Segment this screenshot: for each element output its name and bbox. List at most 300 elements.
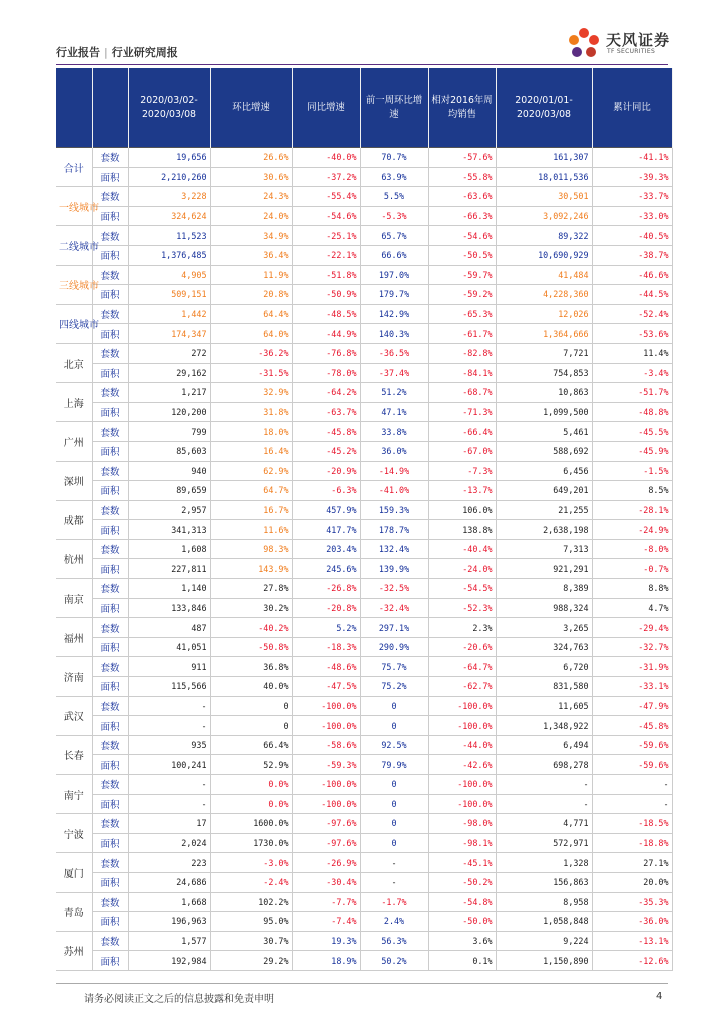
value-cell: -50.2% bbox=[428, 872, 496, 892]
value-cell: 1,577 bbox=[128, 931, 210, 951]
value-cell: 417.7% bbox=[292, 520, 360, 540]
logo-name-en: TF SECURITIES bbox=[607, 48, 656, 55]
value-cell: -64.2% bbox=[292, 383, 360, 403]
value-cell: -41.0% bbox=[360, 481, 428, 501]
value-cell: 65.7% bbox=[360, 226, 428, 246]
value-cell: 27.8% bbox=[210, 579, 292, 599]
value-cell: 7,721 bbox=[496, 343, 592, 363]
value-cell: 4,771 bbox=[496, 814, 592, 834]
value-cell: 139.9% bbox=[360, 559, 428, 579]
logo-name-cn: 天风证券 bbox=[606, 31, 671, 49]
table-row bbox=[56, 539, 672, 559]
value-cell: -13.7% bbox=[428, 481, 496, 501]
region-name: 厦门 bbox=[56, 853, 92, 892]
value-cell: -25.1% bbox=[292, 226, 360, 246]
value-cell: 16.4% bbox=[210, 441, 292, 461]
value-cell: -100.0% bbox=[428, 716, 496, 736]
value-cell: -54.8% bbox=[428, 892, 496, 912]
value-cell: 30,501 bbox=[496, 187, 592, 207]
value-cell: 142.9% bbox=[360, 304, 428, 324]
value-cell: 10,863 bbox=[496, 383, 592, 403]
value-cell: -26.8% bbox=[292, 579, 360, 599]
metric-label: 面积 bbox=[92, 912, 128, 932]
value-cell: -40.5% bbox=[592, 226, 672, 246]
region-name: 南宁 bbox=[56, 775, 92, 814]
value-cell: 5,461 bbox=[496, 422, 592, 442]
metric-label: 面积 bbox=[92, 441, 128, 461]
table-row bbox=[56, 500, 672, 520]
table-row bbox=[56, 892, 672, 912]
doc-type: 行业报告 bbox=[56, 46, 100, 59]
value-cell: 21,255 bbox=[496, 500, 592, 520]
table-row bbox=[56, 637, 672, 657]
value-cell: -14.9% bbox=[360, 461, 428, 481]
value-cell: 0.1% bbox=[428, 951, 496, 971]
value-cell: 89,322 bbox=[496, 226, 592, 246]
table-row bbox=[56, 304, 672, 324]
value-cell: 102.2% bbox=[210, 892, 292, 912]
value-cell: 3,092,246 bbox=[496, 206, 592, 226]
value-cell: -97.6% bbox=[292, 833, 360, 853]
value-cell: -76.8% bbox=[292, 343, 360, 363]
value-cell: -59.3% bbox=[292, 755, 360, 775]
value-cell: 89,659 bbox=[128, 481, 210, 501]
value-cell: -46.6% bbox=[592, 265, 672, 285]
value-cell: 51.2% bbox=[360, 383, 428, 403]
value-cell: 192,984 bbox=[128, 951, 210, 971]
table-row bbox=[56, 951, 672, 971]
value-cell: -45.9% bbox=[592, 441, 672, 461]
metric-label: 面积 bbox=[92, 794, 128, 814]
value-cell: 1,364,666 bbox=[496, 324, 592, 344]
table-row bbox=[56, 481, 672, 501]
value-cell: 66.4% bbox=[210, 735, 292, 755]
value-cell: -42.6% bbox=[428, 755, 496, 775]
value-cell: -40.4% bbox=[428, 539, 496, 559]
value-cell: -66.4% bbox=[428, 422, 496, 442]
value-cell: 6,720 bbox=[496, 657, 592, 677]
value-cell: -29.4% bbox=[592, 618, 672, 638]
value-cell: -28.1% bbox=[592, 500, 672, 520]
value-cell: 159.3% bbox=[360, 500, 428, 520]
value-cell: 324,624 bbox=[128, 206, 210, 226]
value-cell: 588,692 bbox=[496, 441, 592, 461]
value-cell: -97.6% bbox=[292, 814, 360, 834]
metric-label: 面积 bbox=[92, 520, 128, 540]
value-cell: -61.7% bbox=[428, 324, 496, 344]
value-cell: -100.0% bbox=[428, 794, 496, 814]
value-cell: 2,024 bbox=[128, 833, 210, 853]
value-cell: -44.0% bbox=[428, 735, 496, 755]
value-cell: -51.8% bbox=[292, 265, 360, 285]
metric-label: 面积 bbox=[92, 598, 128, 618]
value-cell: 297.1% bbox=[360, 618, 428, 638]
value-cell: 0 bbox=[360, 833, 428, 853]
value-cell: 132.4% bbox=[360, 539, 428, 559]
value-cell: - bbox=[496, 775, 592, 795]
value-cell: -50.8% bbox=[210, 637, 292, 657]
value-cell: 18.0% bbox=[210, 422, 292, 442]
table-row bbox=[56, 579, 672, 599]
value-cell: - bbox=[496, 794, 592, 814]
value-cell: -44.9% bbox=[292, 324, 360, 344]
value-cell: 5.5% bbox=[360, 187, 428, 207]
value-cell: 33.8% bbox=[360, 422, 428, 442]
value-cell: 0.0% bbox=[210, 794, 292, 814]
value-cell: 341,313 bbox=[128, 520, 210, 540]
report-type bbox=[56, 44, 178, 60]
value-cell: 19.3% bbox=[292, 931, 360, 951]
value-cell: -84.1% bbox=[428, 363, 496, 383]
column-header bbox=[92, 68, 128, 148]
table-body bbox=[56, 148, 672, 971]
value-cell: 95.0% bbox=[210, 912, 292, 932]
value-cell: -24.0% bbox=[428, 559, 496, 579]
value-cell: -12.6% bbox=[592, 951, 672, 971]
value-cell: 3,265 bbox=[496, 618, 592, 638]
value-cell: 1,348,922 bbox=[496, 716, 592, 736]
value-cell: 0 bbox=[360, 794, 428, 814]
value-cell: -78.0% bbox=[292, 363, 360, 383]
header-divider bbox=[56, 64, 668, 65]
value-cell: 754,853 bbox=[496, 363, 592, 383]
region-name: 济南 bbox=[56, 657, 92, 696]
value-cell: -3.4% bbox=[592, 363, 672, 383]
value-cell: -7.7% bbox=[292, 892, 360, 912]
value-cell: -50.0% bbox=[428, 912, 496, 932]
table-row bbox=[56, 833, 672, 853]
value-cell: -32.4% bbox=[360, 598, 428, 618]
value-cell: 133,846 bbox=[128, 598, 210, 618]
value-cell: -100.0% bbox=[428, 696, 496, 716]
region-name: 北京 bbox=[56, 343, 92, 382]
value-cell: -18.5% bbox=[592, 814, 672, 834]
value-cell: -54.6% bbox=[292, 206, 360, 226]
value-cell: 6,456 bbox=[496, 461, 592, 481]
value-cell: -0.7% bbox=[592, 559, 672, 579]
metric-label: 套数 bbox=[92, 383, 128, 403]
metric-label: 套数 bbox=[92, 539, 128, 559]
metric-label: 套数 bbox=[92, 187, 128, 207]
value-cell: 56.3% bbox=[360, 931, 428, 951]
metric-label: 套数 bbox=[92, 422, 128, 442]
region-name: 一线城市 bbox=[56, 187, 92, 226]
metric-label: 套数 bbox=[92, 343, 128, 363]
metric-label: 套数 bbox=[92, 265, 128, 285]
value-cell: 0 bbox=[210, 716, 292, 736]
logo-flower-icon bbox=[566, 26, 602, 60]
table-row bbox=[56, 598, 672, 618]
value-cell: -5.3% bbox=[360, 206, 428, 226]
value-cell: 143.9% bbox=[210, 559, 292, 579]
region-name: 青岛 bbox=[56, 892, 92, 931]
value-cell: 2,957 bbox=[128, 500, 210, 520]
value-cell: -18.3% bbox=[292, 637, 360, 657]
value-cell: 64.0% bbox=[210, 324, 292, 344]
value-cell: -37.4% bbox=[360, 363, 428, 383]
value-cell: 1,217 bbox=[128, 383, 210, 403]
metric-label: 套数 bbox=[92, 579, 128, 599]
value-cell: -59.6% bbox=[592, 755, 672, 775]
table-row bbox=[56, 206, 672, 226]
disclaimer: 请务必阅读正文之后的信息披露和免责申明 bbox=[84, 994, 274, 1005]
value-cell: 8,389 bbox=[496, 579, 592, 599]
metric-label: 面积 bbox=[92, 637, 128, 657]
table-row bbox=[56, 461, 672, 481]
column-header: 同比增速 bbox=[292, 68, 360, 148]
metric-label: 面积 bbox=[92, 363, 128, 383]
value-cell: 18.9% bbox=[292, 951, 360, 971]
value-cell: - bbox=[128, 775, 210, 795]
value-cell: -32.7% bbox=[592, 637, 672, 657]
value-cell: -55.8% bbox=[428, 167, 496, 187]
value-cell: 8.5% bbox=[592, 481, 672, 501]
table-row bbox=[56, 618, 672, 638]
value-cell: -7.4% bbox=[292, 912, 360, 932]
value-cell: 75.2% bbox=[360, 677, 428, 697]
value-cell: -59.2% bbox=[428, 285, 496, 305]
value-cell: 30.6% bbox=[210, 167, 292, 187]
header-separator: | bbox=[104, 46, 108, 59]
value-cell: 10,690,929 bbox=[496, 245, 592, 265]
column-header bbox=[56, 68, 92, 148]
table-row bbox=[56, 245, 672, 265]
value-cell: - bbox=[592, 794, 672, 814]
metric-label: 面积 bbox=[92, 833, 128, 853]
value-cell: 156,863 bbox=[496, 872, 592, 892]
table-row bbox=[56, 383, 672, 403]
value-cell: -100.0% bbox=[428, 775, 496, 795]
value-cell: -67.0% bbox=[428, 441, 496, 461]
value-cell: -48.8% bbox=[592, 402, 672, 422]
value-cell: 0 bbox=[360, 696, 428, 716]
value-cell: 5.2% bbox=[292, 618, 360, 638]
table-row bbox=[56, 343, 672, 363]
table-row bbox=[56, 931, 672, 951]
value-cell: 9,224 bbox=[496, 931, 592, 951]
value-cell: -33.7% bbox=[592, 187, 672, 207]
value-cell: -100.0% bbox=[292, 775, 360, 795]
value-cell: 19,656 bbox=[128, 148, 210, 168]
value-cell: -44.5% bbox=[592, 285, 672, 305]
table-row bbox=[56, 265, 672, 285]
value-cell: - bbox=[128, 716, 210, 736]
sales-table bbox=[56, 68, 673, 971]
value-cell: 16.7% bbox=[210, 500, 292, 520]
value-cell: 41,484 bbox=[496, 265, 592, 285]
metric-label: 面积 bbox=[92, 872, 128, 892]
value-cell: -8.0% bbox=[592, 539, 672, 559]
value-cell: 27.1% bbox=[592, 853, 672, 873]
value-cell: 0 bbox=[360, 775, 428, 795]
value-cell: 0 bbox=[210, 696, 292, 716]
value-cell: 2.4% bbox=[360, 912, 428, 932]
value-cell: 30.2% bbox=[210, 598, 292, 618]
value-cell: 36.0% bbox=[360, 441, 428, 461]
value-cell: 41,051 bbox=[128, 637, 210, 657]
column-header: 环比增速 bbox=[210, 68, 292, 148]
value-cell: -98.0% bbox=[428, 814, 496, 834]
value-cell: 11,605 bbox=[496, 696, 592, 716]
value-cell: 20.0% bbox=[592, 872, 672, 892]
value-cell: 272 bbox=[128, 343, 210, 363]
metric-label: 面积 bbox=[92, 206, 128, 226]
value-cell: -100.0% bbox=[292, 716, 360, 736]
value-cell: 29.2% bbox=[210, 951, 292, 971]
value-cell: 11.9% bbox=[210, 265, 292, 285]
value-cell: -35.3% bbox=[592, 892, 672, 912]
value-cell: 911 bbox=[128, 657, 210, 677]
value-cell: 140.3% bbox=[360, 324, 428, 344]
value-cell: -41.1% bbox=[592, 148, 672, 168]
value-cell: -20.6% bbox=[428, 637, 496, 657]
value-cell: -13.1% bbox=[592, 931, 672, 951]
metric-label: 套数 bbox=[92, 892, 128, 912]
column-header: 前一周环比增速 bbox=[360, 68, 428, 148]
value-cell: - bbox=[360, 853, 428, 873]
value-cell: 831,580 bbox=[496, 677, 592, 697]
value-cell: 92.5% bbox=[360, 735, 428, 755]
metric-label: 面积 bbox=[92, 167, 128, 187]
value-cell: 138.8% bbox=[428, 520, 496, 540]
value-cell: 2,210,260 bbox=[128, 167, 210, 187]
value-cell: -45.8% bbox=[592, 716, 672, 736]
value-cell: -57.6% bbox=[428, 148, 496, 168]
region-name: 二线城市 bbox=[56, 226, 92, 265]
value-cell: 290.9% bbox=[360, 637, 428, 657]
value-cell: 79.9% bbox=[360, 755, 428, 775]
page-number: 4 bbox=[656, 991, 663, 1002]
table-row bbox=[56, 363, 672, 383]
value-cell: -68.7% bbox=[428, 383, 496, 403]
value-cell: -50.9% bbox=[292, 285, 360, 305]
value-cell: 20.8% bbox=[210, 285, 292, 305]
value-cell: -2.4% bbox=[210, 872, 292, 892]
table-row bbox=[56, 422, 672, 442]
metric-label: 套数 bbox=[92, 500, 128, 520]
region-name: 苏州 bbox=[56, 931, 92, 970]
value-cell: 1,668 bbox=[128, 892, 210, 912]
table-row bbox=[56, 167, 672, 187]
value-cell: 2,638,198 bbox=[496, 520, 592, 540]
value-cell: -50.5% bbox=[428, 245, 496, 265]
value-cell: -54.5% bbox=[428, 579, 496, 599]
table-row bbox=[56, 853, 672, 873]
value-cell: 698,278 bbox=[496, 755, 592, 775]
value-cell: -59.6% bbox=[592, 735, 672, 755]
region-name: 深圳 bbox=[56, 461, 92, 500]
metric-label: 面积 bbox=[92, 245, 128, 265]
table-row bbox=[56, 716, 672, 736]
table-row bbox=[56, 872, 672, 892]
value-cell: -48.5% bbox=[292, 304, 360, 324]
value-cell: -36.0% bbox=[592, 912, 672, 932]
value-cell: 1,442 bbox=[128, 304, 210, 324]
doc-subtype: 行业研究周报 bbox=[111, 46, 178, 59]
metric-label: 套数 bbox=[92, 657, 128, 677]
value-cell: 24.3% bbox=[210, 187, 292, 207]
value-cell: -40.2% bbox=[210, 618, 292, 638]
value-cell: 921,291 bbox=[496, 559, 592, 579]
value-cell: 106.0% bbox=[428, 500, 496, 520]
value-cell: -52.3% bbox=[428, 598, 496, 618]
value-cell: 4,905 bbox=[128, 265, 210, 285]
metric-label: 面积 bbox=[92, 677, 128, 697]
value-cell: -3.0% bbox=[210, 853, 292, 873]
value-cell: -65.3% bbox=[428, 304, 496, 324]
table-row bbox=[56, 285, 672, 305]
value-cell: -100.0% bbox=[292, 696, 360, 716]
value-cell: -52.4% bbox=[592, 304, 672, 324]
metric-label: 面积 bbox=[92, 716, 128, 736]
column-header: 相对2016年周均销售 bbox=[428, 68, 496, 148]
table-row bbox=[56, 324, 672, 344]
value-cell: 11.6% bbox=[210, 520, 292, 540]
value-cell: -58.6% bbox=[292, 735, 360, 755]
value-cell: 8,958 bbox=[496, 892, 592, 912]
table-row bbox=[56, 520, 672, 540]
value-cell: -31.9% bbox=[592, 657, 672, 677]
table-row bbox=[56, 794, 672, 814]
value-cell: 64.7% bbox=[210, 481, 292, 501]
table-row bbox=[56, 912, 672, 932]
value-cell: 52.9% bbox=[210, 755, 292, 775]
metric-label: 面积 bbox=[92, 951, 128, 971]
value-cell: -48.6% bbox=[292, 657, 360, 677]
value-cell: 12,026 bbox=[496, 304, 592, 324]
metric-label: 套数 bbox=[92, 618, 128, 638]
value-cell: 457.9% bbox=[292, 500, 360, 520]
value-cell: -1.7% bbox=[360, 892, 428, 912]
metric-label: 面积 bbox=[92, 481, 128, 501]
metric-label: 套数 bbox=[92, 931, 128, 951]
value-cell: -30.4% bbox=[292, 872, 360, 892]
value-cell: 1,328 bbox=[496, 853, 592, 873]
value-cell: 7,313 bbox=[496, 539, 592, 559]
value-cell: 17 bbox=[128, 814, 210, 834]
value-cell: -63.7% bbox=[292, 402, 360, 422]
value-cell: -100.0% bbox=[292, 794, 360, 814]
value-cell: -33.0% bbox=[592, 206, 672, 226]
region-name: 武汉 bbox=[56, 696, 92, 735]
value-cell: -62.7% bbox=[428, 677, 496, 697]
value-cell: 75.7% bbox=[360, 657, 428, 677]
company-logo bbox=[566, 26, 678, 60]
value-cell: -24.9% bbox=[592, 520, 672, 540]
value-cell: 6,494 bbox=[496, 735, 592, 755]
value-cell: -26.9% bbox=[292, 853, 360, 873]
metric-label: 套数 bbox=[92, 775, 128, 795]
value-cell: -51.7% bbox=[592, 383, 672, 403]
value-cell: 8.8% bbox=[592, 579, 672, 599]
value-cell: 509,151 bbox=[128, 285, 210, 305]
metric-label: 套数 bbox=[92, 148, 128, 168]
value-cell: 197.0% bbox=[360, 265, 428, 285]
value-cell: -82.8% bbox=[428, 343, 496, 363]
value-cell: 203.4% bbox=[292, 539, 360, 559]
value-cell: -32.5% bbox=[360, 579, 428, 599]
value-cell: 115,566 bbox=[128, 677, 210, 697]
region-name: 上海 bbox=[56, 383, 92, 422]
value-cell: 40.0% bbox=[210, 677, 292, 697]
value-cell: 24.0% bbox=[210, 206, 292, 226]
value-cell: 85,603 bbox=[128, 441, 210, 461]
value-cell: -33.1% bbox=[592, 677, 672, 697]
metric-label: 套数 bbox=[92, 696, 128, 716]
value-cell: -47.9% bbox=[592, 696, 672, 716]
region-name: 广州 bbox=[56, 422, 92, 461]
table-row bbox=[56, 755, 672, 775]
